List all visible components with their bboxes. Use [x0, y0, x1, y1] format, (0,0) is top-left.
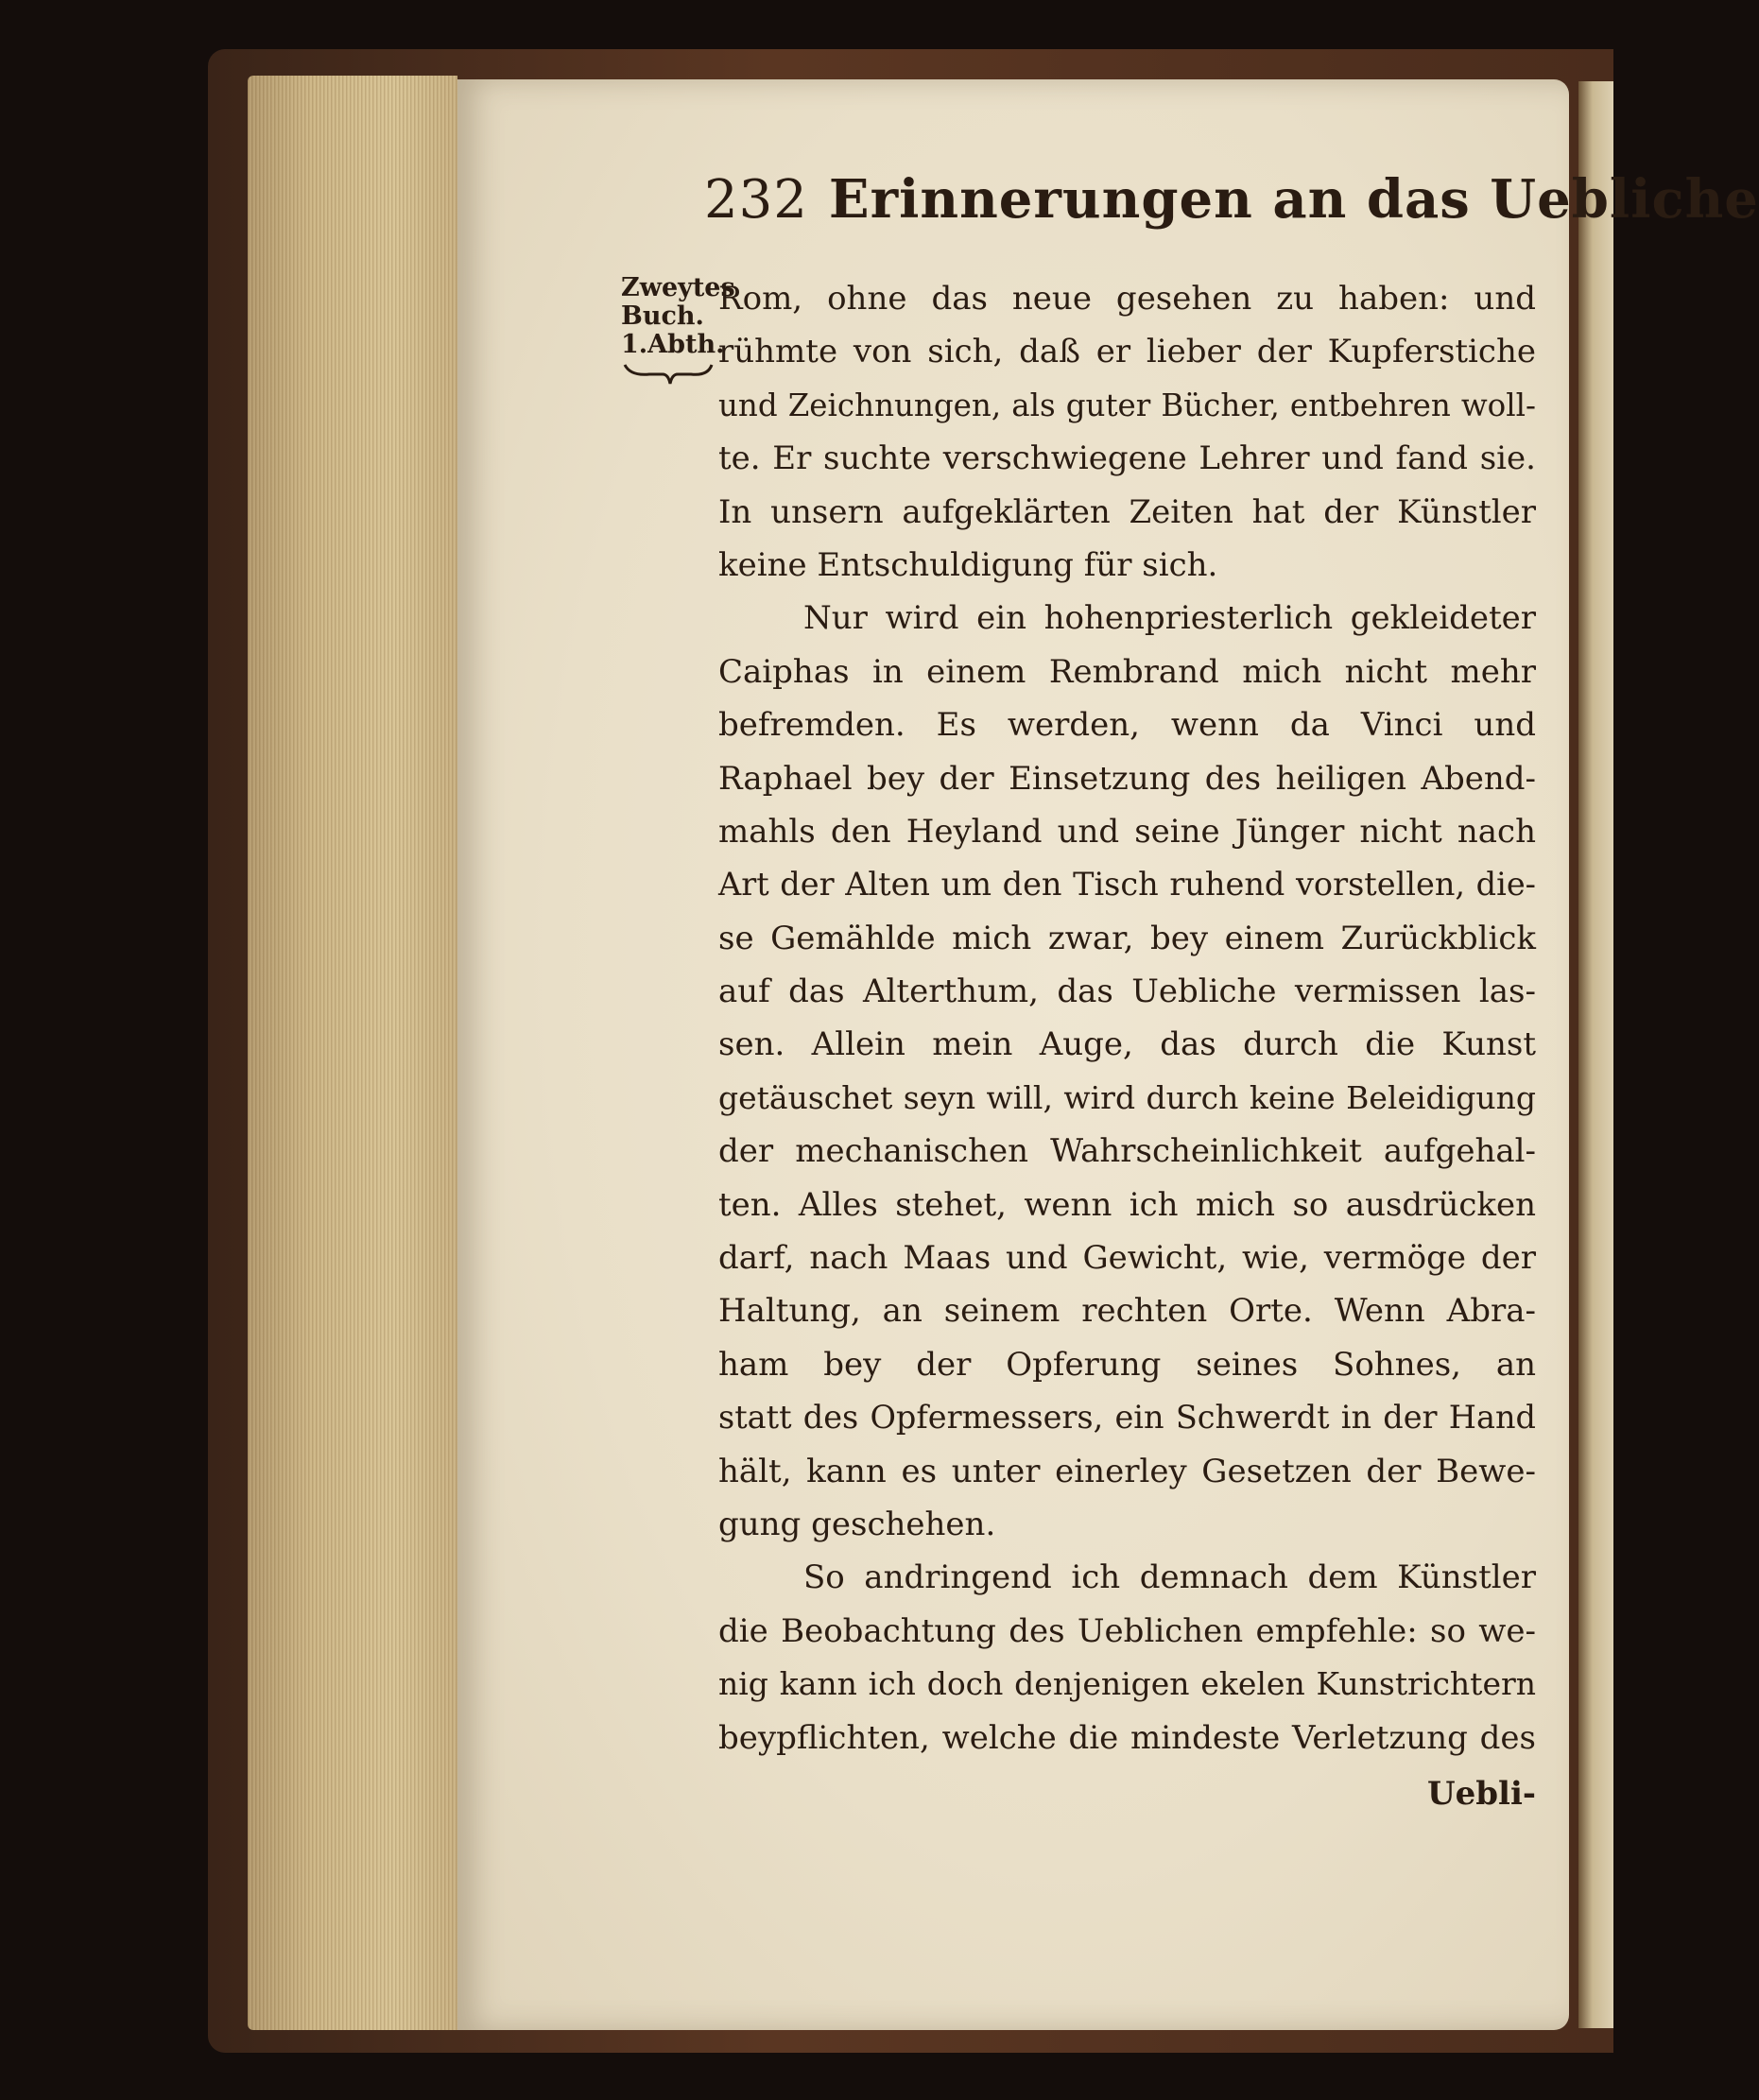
text-line: se Gemählde mich zwar, bey einem Zurückblick [718, 919, 1536, 957]
margin-note [621, 274, 734, 386]
text-line: sen. Allein mein Auge, das durch die Kunst [718, 1025, 1536, 1064]
text-line: und Zeichnungen, als guter Bücher, entbehren woll- [718, 387, 1536, 423]
text-line: die Beobachtung des Ueblichen empfehle: so we- [718, 1611, 1536, 1650]
running-header [704, 168, 1759, 253]
margin-note-line: Zweytes [621, 273, 735, 302]
text-line: Raphael bey der Einsetzung des heiligen Abend- [718, 759, 1536, 798]
text-line: nig kann ich doch denjenigen ekelen Kunstrichtern [718, 1665, 1536, 1703]
text-line: auf das Alterthum, das Uebliche vermissen las- [718, 973, 1536, 1011]
text-line: Haltung, an seinem rechten Orte. Wenn Abra- [718, 1292, 1536, 1331]
text-line: In unsern aufgeklärten Zeiten hat der Künstler [718, 492, 1536, 531]
margin-note-line: 1.Abth. [621, 330, 725, 359]
text-line: hält, kann es unter einerley Gesetzen der Bewe- [718, 1452, 1536, 1490]
text-line: darf, nach Maas und Gewicht, wie, vermöge der [718, 1239, 1536, 1278]
text-line: Nur wird ein hohenpriesterlich gekleideter [803, 599, 1536, 638]
text-line: ham bey der Opferung seines Sohnes, an [718, 1345, 1536, 1384]
margin-note-line: Buch. [621, 301, 704, 331]
text-line: mahls den Heyland und seine Jünger nicht nach [718, 812, 1536, 851]
facing-page-edge [1578, 81, 1613, 2028]
page-number: 232 [704, 169, 808, 231]
text-line: te. Er suchte verschwiegene Lehrer und fand sie. [718, 439, 1536, 478]
text-line: befremden. Es werden, wenn da Vinci und [718, 706, 1536, 745]
text-line: So andringend ich demnach dem Künstler [803, 1558, 1536, 1597]
text-line: Caiphas in einem Rembrand mich nicht mehr [718, 652, 1536, 691]
body-text [718, 272, 1536, 1764]
catchword: Uebli- [1427, 1775, 1536, 1813]
text-line: Rom, ohne das neue gesehen zu haben: und [718, 280, 1536, 318]
text-line: rühmte von sich, daß er lieber der Kupferstiche [718, 333, 1536, 371]
margin-brace-ornament [621, 361, 716, 386]
text-line: keine Entschuldigung für sich. [718, 545, 1218, 584]
text-line: beypflichten, welche die mindeste Verletzung des [718, 1718, 1536, 1757]
text-line: der mechanischen Wahrscheinlichkeit aufgehal- [718, 1132, 1536, 1171]
text-line: getäuschet seyn will, wird durch keine Beleidigung [718, 1078, 1536, 1116]
text-line: gung geschehen. [718, 1505, 996, 1543]
text-line: ten. Alles stehet, wenn ich mich so ausdrücken [718, 1185, 1536, 1224]
text-line: Art der Alten um den Tisch ruhend vorstellen, die- [718, 866, 1536, 904]
running-title: Erinnerungen an das Uebliche [828, 168, 1759, 231]
text-line: statt des Opfermessers, ein Schwerdt in der Hand [718, 1399, 1536, 1437]
page-stack-edge [248, 76, 457, 2030]
